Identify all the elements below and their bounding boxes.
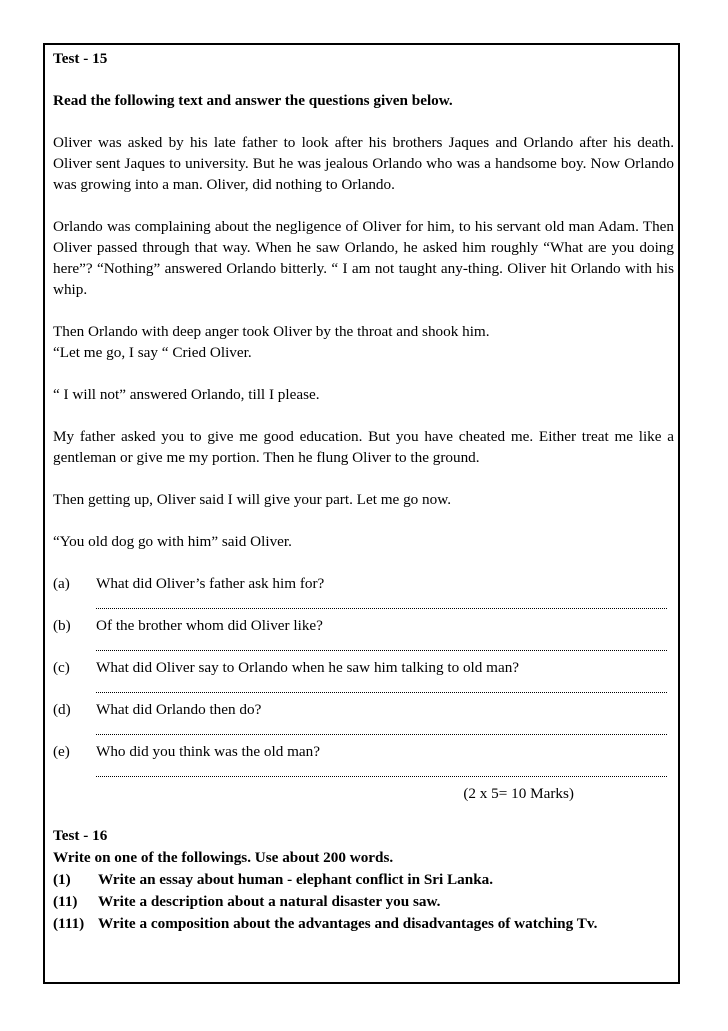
option-text: Write an essay about human - elephant conflict in Sri Lanka.: [98, 871, 494, 888]
option-text: Write a description about a natural disaster you saw.: [98, 893, 441, 910]
question-label: (b): [53, 617, 71, 634]
passage-paragraph-5: “ I will not” answered Orlando, till I please.: [53, 386, 320, 403]
question-d: [53, 699, 674, 720]
passage-paragraph-4: “Let me go, I say “ Cried Oliver.: [53, 344, 252, 361]
question-a: [53, 573, 674, 594]
question-text: What did Orlando then do?: [96, 701, 262, 718]
essay-option-1: [53, 869, 674, 891]
test-15-instruction: Read the following text and answer the questions given below.: [53, 92, 453, 109]
passage-paragraph-3: Then Orlando with deep anger took Oliver by the throat and shook him.: [53, 323, 490, 340]
question-text: Of the brother whom did Oliver like?: [96, 617, 323, 634]
essay-option-3: [53, 913, 674, 935]
question-label: (c): [53, 659, 70, 676]
passage-paragraph-6: My father asked you to give me good education. But you have cheated me. Either treat me like a gentleman or give me my portion. Then he flung Oliver to the ground.: [53, 428, 674, 466]
exam-sheet: [53, 48, 674, 935]
question-label: (e): [53, 743, 70, 760]
question-text: What did Oliver say to Orlando when he saw him talking to old man?: [96, 659, 520, 676]
passage-paragraph-2: Orlando was complaining about the negligence of Oliver for him, to his servant old man Adam. Then Oliver passed through that way. When he saw Orlando, he asked him roughly “What are you doing here”? “Nothing” answered Orlando bitterly. “ I am not taught any-thing. Oliver hit Orlando with his whip.: [53, 218, 674, 298]
option-label: (1): [53, 871, 71, 888]
answer-line[interactable]: [96, 594, 674, 615]
answer-line[interactable]: [96, 762, 674, 783]
marks-allocation: (2 x 5= 10 Marks): [463, 785, 574, 802]
option-text: Write a composition about the advantages and disadvantages of watching Tv.: [98, 915, 598, 932]
passage-paragraph-1: Oliver was asked by his late father to look after his brothers Jaques and Orlando after his death. Oliver sent Jaques to university. But he was jealous Orlando who was a handsome boy. Now Orlando was growing into a man. Oliver, did nothing to Orlando.: [53, 134, 674, 193]
question-label: (d): [53, 701, 71, 718]
question-text: What did Oliver’s father ask him for?: [96, 575, 325, 592]
option-label: (111): [53, 915, 85, 932]
test-15-title: Test - 15: [53, 50, 108, 67]
answer-line[interactable]: [96, 636, 674, 657]
question-label: (a): [53, 575, 70, 592]
test-16-title: Test - 16: [53, 827, 108, 844]
test-16-instruction: Write on one of the followings. Use about 200 words.: [53, 849, 394, 866]
option-label: (11): [53, 893, 78, 910]
essay-option-2: [53, 891, 674, 913]
answer-line[interactable]: [96, 720, 674, 741]
question-b: [53, 615, 674, 636]
answer-line[interactable]: [96, 678, 674, 699]
question-text: Who did you think was the old man?: [96, 743, 320, 760]
passage-paragraph-8: “You old dog go with him” said Oliver.: [53, 533, 292, 550]
question-e: [53, 741, 674, 762]
question-c: [53, 657, 674, 678]
passage-paragraph-7: Then getting up, Oliver said I will give your part. Let me go now.: [53, 491, 452, 508]
test-16-section: [53, 825, 674, 935]
